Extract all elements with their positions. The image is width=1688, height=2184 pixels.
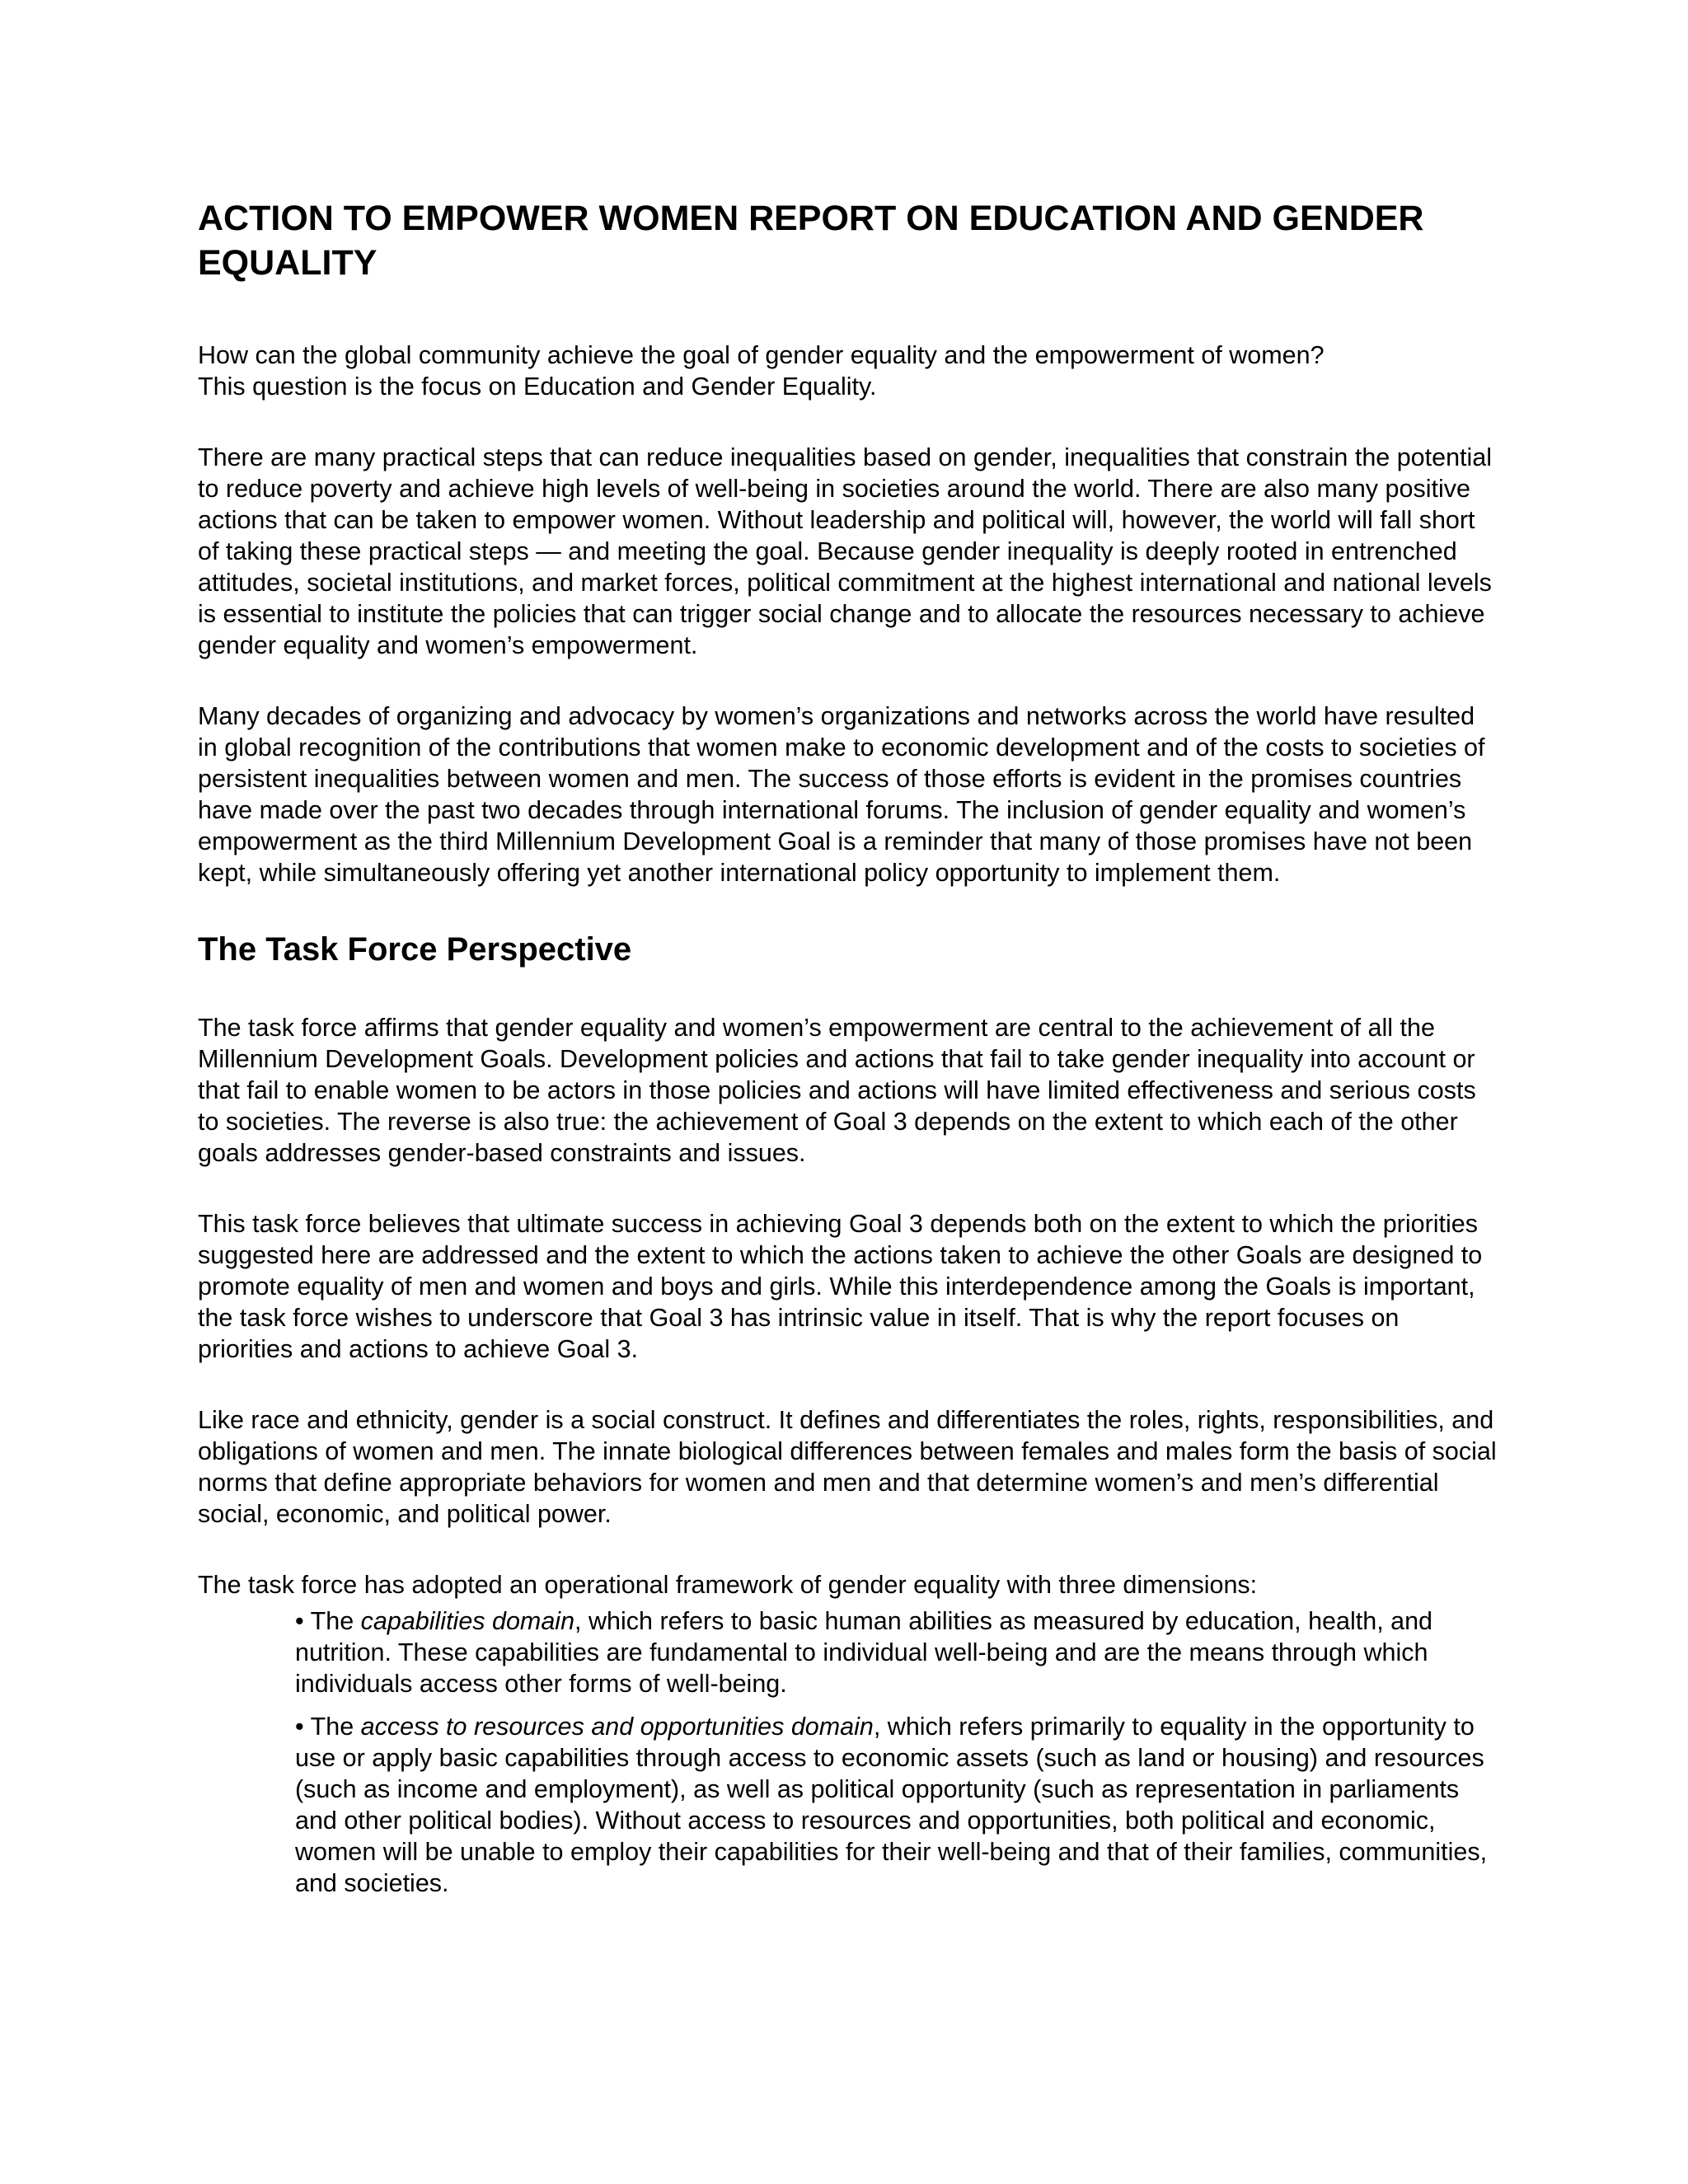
paragraph-practical-steps: There are many practical steps that can reduce inequalities based on gender, inequalities that constrain the potential to reduce poverty and achieve high levels of well-being in societies around the world. There are also many positive actions that can be taken to empower women. Without leadership and political will, however, the world will fall short of taking these practical steps — and meeting the goal. Because gender inequality is deeply rooted in entrenched attitudes, societal institutions, and market forces, political commitment at the highest international and national levels is essential to institute the policies that can trigger social change and to allocate the resources necessary to achieve gender equality and women’s empowerment. (198, 443, 1493, 659)
bullet-prefix: • The (295, 1607, 361, 1635)
document-title: ACTION TO EMPOWER WOMEN REPORT ON EDUCATION AND GENDER EQUALITY (198, 199, 1424, 283)
list-item-capabilities (295, 1605, 1500, 1699)
bullet-text: , which refers to basic human abilities as measured by education, health, and nutrition. These capabilities are fundamental to individual well-being and are the means through which individuals access other forms of well-being. (295, 1607, 1433, 1698)
framework-dimensions-list (198, 1605, 1500, 1899)
bullet-term: capabilities domain (360, 1607, 575, 1635)
list-item-access-resources (295, 1711, 1500, 1899)
bullet-term: access to resources and opportunities domain (360, 1713, 874, 1741)
paragraph-social-construct: Like race and ethnicity, gender is a social construct. It defines and differentiates the roles, rights, responsibilities, and obligations of women and men. The innate biological differences between females and males form the basis of social norms that define appropriate behaviors for women and men and that determine women’s and men’s differential social, economic, and political power. (198, 1406, 1497, 1528)
paragraph-framework: The task force has adopted an operational framework of gender equality with three dimensions: (198, 1571, 1258, 1599)
bullet-prefix: • The (295, 1713, 361, 1741)
intro-paragraph: How can the global community achieve the goal of gender equality and the empowerment of women? This question is the focus on Education and Gender Equality. (198, 341, 1325, 401)
document-page (198, 196, 1500, 1899)
section-heading-task-force: The Task Force Perspective (198, 931, 632, 968)
paragraph-task-force-affirms: The task force affirms that gender equality and women’s empowerment are central to the achievement of all the Millennium Development Goals. Development policies and actions that fail to take gender inequality into account or that fail to enable women to be actors in those policies and actions will have limited effectiveness and serious costs to societies. The reverse is also true: the achievement of Goal 3 depends on the extent to which each of the other goals addresses gender-based constraints and issues. (198, 1014, 1476, 1167)
paragraph-advocacy: Many decades of organizing and advocacy by women’s organizations and networks across the world have resulted in global recognition of the contributions that women make to economic development and of the costs to societies of persistent inequalities between women and men. The success of those efforts is evident in the promises countries have made over the past two decades through international forums. The inclusion of gender equality and women’s empowerment as the third Millennium Development Goal is a reminder that many of those promises have not been kept, while simultaneously offering yet another international policy opportunity to implement them. (198, 702, 1485, 887)
paragraph-ultimate-success: This task force believes that ultimate success in achieving Goal 3 depends both on the extent to which the priorities suggested here are addressed and the extent to which the actions taken to achieve the other Goals are designed to promote equality of men and women and boys and girls. While this interdependence among the Goals is important, the task force wishes to underscore that Goal 3 has intrinsic value in itself. That is why the report focuses on priorities and actions to achieve Goal 3. (198, 1210, 1483, 1363)
bullet-text: , which refers primarily to equality in the opportunity to use or apply basic capabilities through access to economic assets (such as land or housing) and resources (such as income and employment), as well as political opportunity (such as representation in parliaments and other political bodies). Without access to resources and opportunities, both political and economic, women will be unable to employ their capabilities for their well-being and that of their families, communities, and societies. (295, 1713, 1488, 1897)
